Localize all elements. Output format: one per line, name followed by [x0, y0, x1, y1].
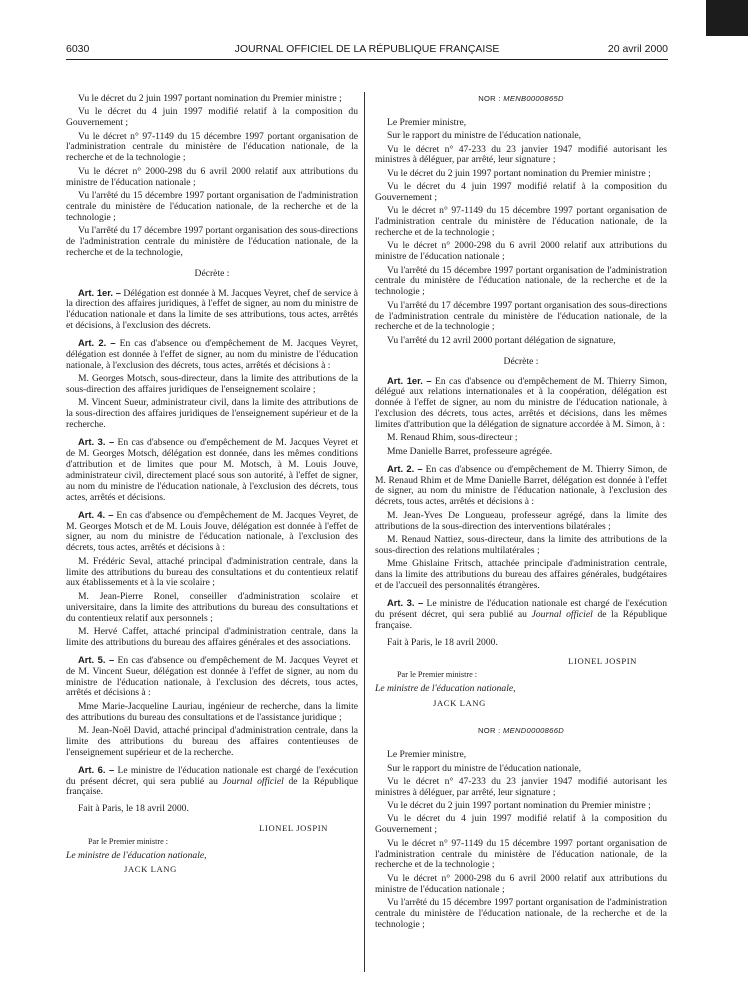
visa-paragraph: Vu le décret n° 47-233 du 23 janvier 1947 modifié autorisant les ministres à déléguer, par arrêté, leur signature ; [375, 143, 667, 166]
visa-paragraph: Vu le décret n° 2000-298 du 6 avril 2000 relatif aux attributions du ministre de l'éducation nationale ; [375, 240, 667, 263]
article-label: Art. 6. – [78, 763, 115, 775]
delegate-paragraph: M. Jean-Yves De Longueau, professeur agrégé, dans la limite des attributions de la sous-direction des interventions bilatérales ; [375, 509, 667, 532]
signer-name: LIONEL JOSPIN [568, 656, 637, 667]
article-text: En cas d'absence ou d'empêchement de M. Thierry Simon, délégué aux relations internationales et à la coopération, délégation est donnée à l'effet de signer, au nom du ministre de l'éducation nationale, à l'exclusion des décrets, tous actes, arrêtés et décisions, dans les mêmes limites d'attribution que la délégation de signature accordée à M. Simon, à : [375, 375, 668, 431]
signoff-line: Fait à Paris, le 18 avril 2000. [387, 636, 498, 648]
article-2 [66, 338, 358, 372]
article-text: Délégation est donnée à M. Jacques Veyret, chef de service à la direction des affaires juridiques, à l'effet de signer, au nom du ministre de l'éducation nationale et dans la limite de ses attributions, tous actes, arrêtés et décisions, à l'exclusion des décrets. [66, 287, 359, 332]
nor-prefix: NOR : [478, 94, 501, 103]
article-1 [375, 376, 667, 432]
minister-name: JACK LANG [433, 697, 486, 708]
visa-paragraph: Vu le décret n° 97-1149 du 15 décembre 1997 portant organisation de l'administration centrale du ministère de l'éducation nationale, de la recherche et de la technologie ; [375, 837, 667, 871]
nor-prefix: NOR : [477, 726, 501, 736]
journal-name: Journal officiel [222, 775, 284, 787]
nor-code: MENB0000865D [503, 94, 564, 103]
article-label: Art. 4. – [78, 508, 114, 520]
visa-paragraph: Vu le décret du 2 juin 1997 portant nomination du Premier ministre ; [78, 93, 342, 104]
signer-name: LIONEL JOSPIN [259, 823, 328, 834]
article-text: En cas d'absence ou d'empêchement de M. Thierry Simon, de M. Renaud Rhim et de Mme Danielle Barret, délégation est donnée à l'effet de signer, au nom du ministre de l'éducation nationale, à l'exclusion des décrets, tous actes, arrêtés et décisions à : [375, 463, 668, 508]
journal-title: JOURNAL OFFICIEL DE LA RÉPUBLIQUE FRANÇAISE [234, 43, 500, 55]
visa-paragraph: Vu l'arrêté du 15 décembre 1997 portant organisation de l'administration centrale du ministère de l'éducation nationale, de la recherche et de la technologie ; [375, 896, 667, 930]
article-label: Art. 1er. – [78, 286, 121, 298]
visa-paragraph: Vu le décret du 2 juin 1997 portant nomination du Premier ministre ; [387, 167, 651, 179]
page-header [66, 42, 668, 56]
visa-paragraph: Vu l'arrêté du 15 décembre 1997 portant organisation de l'administration centrale du ministère de l'éducation nationale, de la recherche et de la technologie ; [375, 264, 667, 298]
visa-paragraph: Vu le décret n° 97-1149 du 15 décembre 1997 portant organisation de l'administration centrale du ministère de l'éducation nationale, de la recherche et de la technologie ; [375, 205, 667, 239]
corner-scan-mark [706, 0, 748, 36]
minister-title: Le ministre de l'éducation nationale, [375, 683, 516, 695]
signoff-line: Fait à Paris, le 18 avril 2000. [78, 803, 189, 815]
delegate-paragraph: M. Jean-Pierre Ronel, conseiller d'administration scolaire et universitaire, dans la limite des attributions du bureau des consultations et du contentieux relatif aux personnels ; [66, 590, 358, 624]
journal-name: Journal officiel [531, 608, 593, 620]
issue-date: 20 avril 2000 [607, 43, 668, 55]
nor-reference [375, 94, 667, 105]
delegate-paragraph: M. Frédéric Seval, attaché principal d'administration centrale, dans la limite des attributions du bureau des consultations et du contentieux relatif aux établissements et à la vie scolaire ; [66, 555, 358, 589]
visa-paragraph: Vu le décret du 2 juin 1997 portant nomination du Premier ministre ; [387, 800, 651, 812]
par-line: Par le Premier ministre : [88, 837, 169, 847]
article-2 [375, 464, 667, 509]
intro-paragraph: Sur le rapport du ministre de l'éducation nationale, [387, 130, 582, 142]
article-label: Art. 1er. – [387, 374, 432, 386]
visa-paragraph: Vu le décret n° 97-1149 du 15 décembre 1997 portant organisation de l'administration centrale du ministère de l'éducation nationale, de la recherche et de la technologie ; [66, 130, 358, 164]
visa-paragraph: Vu le décret n° 2000-298 du 6 avril 2000 relatif aux attributions du ministre de l'éducation nationale ; [375, 872, 667, 895]
visa-paragraph: Vu le décret n° 2000-298 du 6 avril 2000 relatif aux attributions du ministre de l'éducation nationale ; [66, 165, 358, 188]
delegate-paragraph: Mme Danielle Barret, professeure agrégée. [387, 445, 553, 457]
visa-paragraph: Vu l'arrêté du 15 décembre 1997 portant organisation de l'administration centrale du ministère de l'éducation nationale, de la recherche et de la technologie ; [66, 189, 358, 223]
article-4 [66, 510, 358, 555]
article-text: En cas d'absence ou d'empêchement de M. Jacques Veyret et de M. Georges Motsch, délégation est donnée, dans les mêmes conditions d'attribution et de limites que pour M. Motsch, à M. Louis Jouve, administrateur civil, directement placé sous son autorité, à l'effet de signer, au nom du ministre de l'éducation nationale, à l'exclusion des décrets, tous actes, arrêtés et décisions. [66, 437, 359, 503]
decrete-heading: Décrète : [194, 267, 230, 279]
minister-title: Le ministre de l'éducation nationale, [66, 850, 207, 862]
article-label: Art. 3. – [387, 596, 424, 608]
left-column [66, 94, 358, 878]
article-label: Art. 2. – [78, 337, 116, 349]
right-column [375, 94, 667, 933]
header-rule [66, 59, 668, 60]
column-divider [364, 92, 365, 972]
article-5 [66, 655, 358, 700]
article-label: Art. 2. – [387, 462, 423, 474]
delegate-paragraph: M. Georges Motsch, sous-directeur, dans la limite des attributions de la sous-direction des affaires juridiques de l'enseignement scolaire ; [66, 373, 358, 396]
visa-paragraph: Vu le décret n° 47-233 du 23 janvier 1947 modifié autorisant les ministres à déléguer, par arrêté, leur signature ; [375, 775, 667, 798]
visa-paragraph: Vu l'arrêté du 17 décembre 1997 portant organisation des sous-directions de l'administration centrale du ministère de l'éducation nationale, de la recherche et de la technologie ; [375, 299, 667, 333]
delegate-paragraph: M. Jean-Noël David, attaché principal d'administration centrale, dans la limite des attributions du bureau des affaires contentieuses de l'enseignement supérieur et de la recherche. [66, 724, 358, 758]
article-1 [66, 288, 358, 333]
delegate-paragraph: M. Vincent Sueur, administrateur civil, dans la limite des attributions de la sous-direction des affaires juridiques de l'enseignement supérieur et de la recherche. [66, 397, 358, 431]
article-label: Art. 3. – [78, 436, 115, 448]
minister-name: JACK LANG [124, 864, 177, 875]
visa-paragraph: Vu le décret du 4 juin 1997 modifié relatif à la composition du Gouvernement ; [375, 181, 667, 203]
intro-paragraph: Le Premier ministre, [387, 116, 467, 128]
delegate-paragraph: M. Hervé Caffet, attaché principal d'administration centrale, dans la limite des attributions du bureau des affaires générales et des associations. [66, 625, 358, 648]
nor-code: MEND0000866D [503, 726, 565, 736]
decrete-heading: Décrète : [503, 355, 539, 367]
intro-paragraph: Le Premier ministre, [387, 749, 467, 761]
intro-paragraph: Sur le rapport du ministre de l'éducation nationale, [387, 762, 582, 774]
article-text: de la République française. [66, 775, 359, 798]
article-3 [375, 598, 667, 632]
delegate-paragraph: M. Renaud Nattiez, sous-directeur, dans la limite des attributions de la sous-direction des relations multilatérales ; [375, 533, 667, 556]
article-text: de la République française. [375, 608, 668, 631]
delegate-paragraph: Mme Marie-Jacqueline Lauriau, ingénieur de recherche, dans la limite des attributions du bureau des consultations et de l'assistance juridique ; [66, 700, 358, 723]
article-text: En cas d'absence ou d'empêchement de M. Jacques Veyret et de M. Vincent Sueur, délégation est donnée à l'effet de signer, au nom du ministre de l'éducation nationale, à l'exclusion des décrets, tous actes, arrêtés et décisions à : [66, 654, 359, 699]
page-number: 6030 [66, 43, 90, 55]
article-text: Le ministre de l'éducation nationale est chargé de l'exécution du présent décret, qui sera publié au [66, 764, 358, 787]
article-6 [66, 765, 358, 799]
par-line: Par le Premier ministre : [397, 670, 478, 680]
article-label: Art. 5. – [78, 653, 115, 665]
delegate-paragraph: M. Renaud Rhim, sous-directeur ; [387, 432, 518, 444]
article-text: Le ministre de l'éducation nationale est chargé de l'exécution du présent décret, qui sera publié au [375, 597, 667, 620]
nor-reference [375, 726, 667, 737]
delegate-paragraph: Mme Ghislaine Fritsch, attachée principale d'administration centrale, dans la limite des attributions du bureau des affaires générales, budgétaires et de l'accueil des personnalités étrangères. [375, 558, 667, 591]
visa-paragraph: Vu le décret du 4 juin 1997 modifié relatif à la composition du Gouvernement ; [66, 106, 358, 129]
article-text: En cas d'absence ou d'empêchement de M. Jacques Veyret, de M. Georges Motsch et de M. Louis Jouve, délégation est donnée à l'effet de signer, au nom du ministre de l'éducation nationale, à l'exclusion des décrets, tous actes, arrêtés et décisions à : [66, 509, 359, 554]
article-3 [66, 437, 358, 503]
visa-paragraph: Vu l'arrêté du 17 décembre 1997 portant organisation des sous-directions de l'administration centrale du ministère de l'éducation nationale, de la recherche et de la technologie, [66, 224, 358, 258]
visa-paragraph: Vu l'arrêté du 12 avril 2000 portant délégation de signature, [387, 334, 616, 346]
article-text: En cas d'absence ou d'empêchement de M. Jacques Veyret, délégation est donnée à l'effet de signer, au nom du ministre de l'éducation nationale, à l'exclusion des décrets, tous actes, arrêtés et décisions à : [66, 338, 359, 371]
visa-paragraph: Vu le décret du 4 juin 1997 modifié relatif à la composition du Gouvernement ; [375, 813, 667, 836]
